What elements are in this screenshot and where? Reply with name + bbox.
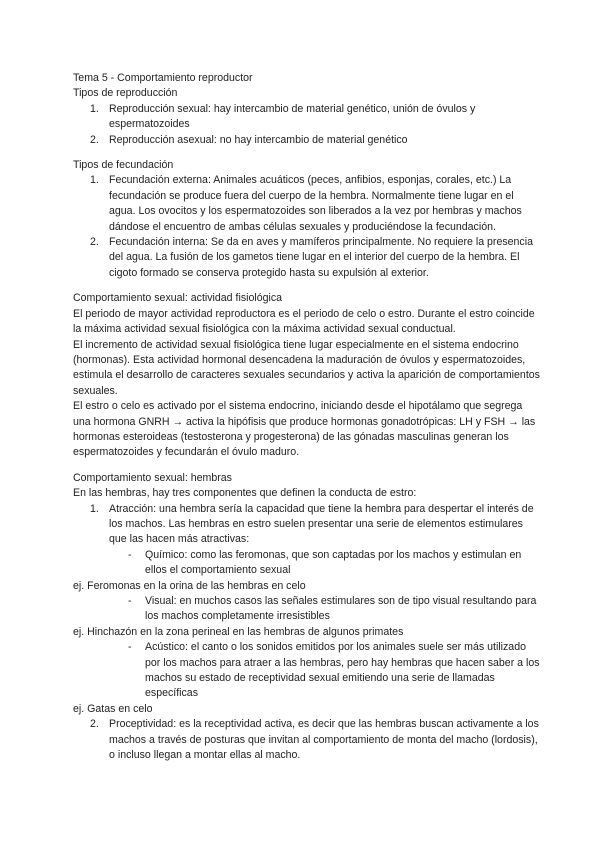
section-heading-reproduction: Tipos de reproducción [73, 87, 178, 100]
list-number: 1. [90, 502, 99, 515]
list-number: 2. [90, 133, 99, 146]
list-number: 1. [90, 102, 99, 115]
sub-list-item [73, 548, 540, 579]
list-item [73, 502, 540, 548]
list-item-text: Fecundación interna: Se da en aves y mamíferos principalmente. No requiere la presencia del agua. La fusión de los gametos tiene lugar en el interior del cuerpo de la hembra. El cigoto formado se conserva protegido hasta su expulsión al exterior. [109, 236, 533, 279]
paragraph: El periodo de mayor actividad reproductora es el periodo de celo o estro. Durante el estro coincide la máxima actividad sexual fisiológica con la máxima actividad sexual conductual. [73, 307, 535, 336]
sub-list-item-text: Químico: como las feromonas, que son captadas por los machos y estimulan en ellos el comportamiento sexual [145, 548, 522, 577]
paragraph: El estro o celo es activado por el sistema endocrino, iniciando desde el hipotálamo que segrega una hormona GNRH → activa la hipófisis que produce hormonas gonadotrópicas: LH y FSH → las hormonas esteroideas (testosterona y progesterona) de las gónadas masculinas generan los espermatozoides y fecundarán el óvulo maduro. [73, 400, 536, 459]
section-heading-females: Comportamiento sexual: hembras [73, 471, 232, 484]
list-number: 2. [90, 718, 99, 731]
example-line: ej. Hinchazón en la zona perineal en las hembras de algunos primates [73, 625, 404, 638]
sub-list-item [73, 640, 540, 702]
example-line: ej. Gatas en celo [73, 702, 153, 715]
dash-bullet: - [128, 641, 132, 654]
dash-bullet: - [128, 595, 132, 607]
reproduction-list [73, 102, 540, 148]
list-item [73, 133, 540, 148]
list-item-text: Fecundación externa: Animales acuáticos (peces, anfibios, esponjas, corales, etc.) La fecundación se produce fuera del cuerpo de la hembra. Normalmente tiene lugar en el agua. Los ovocitos y los espermatozoides son liberados a la vez por hembras y machos dándose el encuentro de ambas células sexuales y produciéndose la fecundación. [109, 174, 522, 233]
list-item [73, 717, 540, 763]
list-number: 2. [90, 236, 99, 249]
list-item [73, 235, 540, 281]
list-item-text: Reproducción sexual: hay intercambio de material genético, unión de óvulos y espermatozoides [109, 102, 476, 131]
list-item [73, 102, 540, 133]
document-title: Tema 5 - Comportamiento reproductor [73, 72, 253, 84]
list-item-text: Proceptividad: es la receptividad activa, es decir que las hembras buscan activamente a los machos a través de posturas que invitan al comportamiento de monta del macho (lordosis), o incluso llegan a montar ellas al macho. [109, 718, 539, 762]
example-line: ej. Feromonas en la orina de las hembras en celo [73, 579, 306, 592]
list-item-text: Reproducción asexual: no hay intercambio de material genético [109, 133, 408, 146]
list-item-text: Atracción: una hembra sería la capacidad que tiene la hembra para despertar el interés de los machos. Las hembras en estro suelen presentar una serie de elementos estimulares que las hacen más atractivas: [109, 502, 534, 546]
section-heading-physiological: Comportamiento sexual: actividad fisiológica [73, 292, 283, 305]
sub-list-item-text: Acústico: el canto o los sonidos emitidos por los animales suele ser más utilizado por los machos para atraer a las hembras, pero hay hembras que hacen saber a los machos su estado de receptividad sexual emitiendo una serie de llamadas específicas [145, 641, 540, 700]
list-item [73, 173, 540, 235]
sub-list-item-text: Visual: en muchos casos las señales estimulares son de tipo visual resultando para los machos completamente irresistibles [145, 595, 537, 623]
paragraph: En las hembras, hay tres componentes que definen la conducta de estro: [73, 487, 417, 500]
sub-list-item [73, 594, 540, 625]
dash-bullet: - [128, 548, 132, 561]
list-number: 1. [90, 174, 99, 187]
paragraph: El incremento de actividad sexual fisiológica tiene lugar especialmente en el sistema endocrino (hormonas). Esta actividad hormonal desencadena la maduración de óvulos y espermatozoides, estimula el desarrollo de caracteres sexuales secundarios y activa la aparición de comportamientos sexuales. [73, 338, 540, 397]
section-heading-fertilization: Tipos de fecundación [73, 159, 174, 172]
fertilization-list [73, 173, 540, 281]
